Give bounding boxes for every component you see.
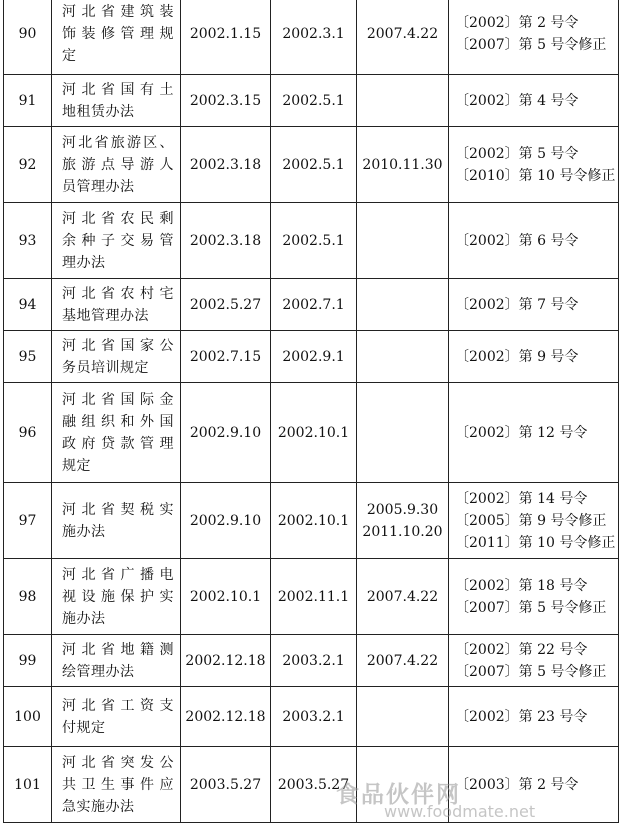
order-reference: 〔2002〕第 18 号令 xyxy=(455,577,588,594)
issue-date: 2002.7.15 xyxy=(181,331,271,383)
regulation-name xyxy=(52,75,181,127)
effective-date: 2003.2.1 xyxy=(271,687,357,747)
watermark-url: www.foodmate.net xyxy=(384,802,536,821)
amendment-dates xyxy=(357,203,449,279)
regulation-number: 90 xyxy=(4,0,52,75)
regulation-name-line: 地租赁办法 xyxy=(62,103,135,120)
regulation-number: 91 xyxy=(4,75,52,127)
table-row xyxy=(4,687,619,747)
issue-date: 2002.3.18 xyxy=(181,203,271,279)
table-row xyxy=(4,75,619,127)
order-reference: 〔2005〕第 9 号令修正 xyxy=(455,512,607,529)
regulation-number: 92 xyxy=(4,127,52,203)
amendment-date: 2007.4.22 xyxy=(366,25,439,42)
amendment-date: 2007.4.22 xyxy=(366,652,439,669)
amendment-dates xyxy=(357,383,449,483)
issue-date: 2003.5.27 xyxy=(181,747,271,823)
table-row xyxy=(4,331,619,383)
amendment-dates xyxy=(357,331,449,383)
regulation-name-line: 务员培训规定 xyxy=(62,359,149,376)
issue-date: 2002.9.10 xyxy=(181,383,271,483)
regulation-name-line: 河北省建筑装 xyxy=(62,3,174,20)
effective-date: 2002.11.1 xyxy=(271,559,357,635)
table-row xyxy=(4,483,619,559)
issue-date: 2002.3.18 xyxy=(181,127,271,203)
order-reference: 〔2002〕第 23 号令 xyxy=(455,708,588,725)
regulation-name-line: 河北省农民剩 xyxy=(62,210,174,227)
order-reference: 〔2002〕第 9 号令 xyxy=(455,348,579,365)
issue-date: 2002.1.15 xyxy=(181,0,271,75)
amendment-date: 2005.9.30 xyxy=(366,501,439,518)
regulation-name-line: 政府贷款管理 xyxy=(62,435,174,452)
regulation-name xyxy=(52,383,181,483)
regulation-name-line: 河北省国际金 xyxy=(62,391,174,408)
amendment-dates xyxy=(357,559,449,635)
amendment-dates xyxy=(357,635,449,687)
order-references xyxy=(449,75,619,127)
order-reference: 〔2002〕第 6 号令 xyxy=(455,232,579,249)
regulation-name-line: 旅游点导游人 xyxy=(62,156,174,173)
order-reference: 〔2002〕第 2 号令 xyxy=(455,14,579,31)
order-reference: 〔2007〕第 5 号令修正 xyxy=(455,663,607,680)
amendment-dates xyxy=(357,483,449,559)
regulation-name-line: 共卫生事件应 xyxy=(62,776,174,793)
table-row xyxy=(4,127,619,203)
regulation-name-line: 视设施保护实 xyxy=(62,588,174,605)
table-row xyxy=(4,203,619,279)
effective-date: 2002.5.1 xyxy=(271,203,357,279)
effective-date: 2003.2.1 xyxy=(271,635,357,687)
effective-date: 2003.5.27 xyxy=(271,747,357,823)
table-row xyxy=(4,0,619,75)
amendment-date: 2010.11.30 xyxy=(362,156,443,173)
regulation-number: 99 xyxy=(4,635,52,687)
effective-date: 2002.10.1 xyxy=(271,483,357,559)
regulation-number: 101 xyxy=(4,747,52,823)
issue-date: 2002.9.10 xyxy=(181,483,271,559)
order-references xyxy=(449,483,619,559)
order-reference: 〔2002〕第 22 号令 xyxy=(455,641,588,658)
regulation-name-line: 河北省契税实 xyxy=(62,501,174,518)
regulation-name-line: 定 xyxy=(62,47,77,64)
regulation-name-line: 饰装修管理规 xyxy=(62,25,174,42)
amendment-dates xyxy=(357,747,449,823)
effective-date: 2002.3.1 xyxy=(271,0,357,75)
issue-date: 2002.12.18 xyxy=(181,635,271,687)
table-row xyxy=(4,747,619,823)
table-row xyxy=(4,383,619,483)
effective-date: 2002.5.1 xyxy=(271,127,357,203)
regulation-name xyxy=(52,687,181,747)
order-references xyxy=(449,203,619,279)
regulation-name xyxy=(52,279,181,331)
regulation-name-line: 基地管理办法 xyxy=(62,307,149,324)
order-reference: 〔2003〕第 2 号令 xyxy=(455,776,579,793)
effective-date: 2002.10.1 xyxy=(271,383,357,483)
regulation-name xyxy=(52,127,181,203)
regulation-name xyxy=(52,559,181,635)
regulation-name-line: 施办法 xyxy=(62,523,106,540)
amendment-dates xyxy=(357,0,449,75)
order-reference: 〔2007〕第 5 号令修正 xyxy=(455,599,607,616)
order-references xyxy=(449,383,619,483)
regulation-name-line: 员管理办法 xyxy=(62,178,135,195)
issue-date: 2002.10.1 xyxy=(181,559,271,635)
regulation-name-line: 河北省国有土 xyxy=(62,81,174,98)
order-reference: 〔2002〕第 5 号令 xyxy=(455,145,579,162)
regulation-name-line: 施办法 xyxy=(62,610,106,627)
regulation-name-line: 付规定 xyxy=(62,719,106,736)
order-references xyxy=(449,635,619,687)
issue-date: 2002.3.15 xyxy=(181,75,271,127)
regulation-name xyxy=(52,747,181,823)
regulation-name-line: 河北省旅游区、 xyxy=(62,134,174,151)
regulation-name-line: 河北省突发公 xyxy=(62,754,174,771)
effective-date: 2002.5.1 xyxy=(271,75,357,127)
regulation-number: 96 xyxy=(4,383,52,483)
order-reference: 〔2011〕第 10 号令修正 xyxy=(455,534,616,551)
regulation-name xyxy=(52,203,181,279)
order-reference: 〔2002〕第 7 号令 xyxy=(455,296,579,313)
order-reference: 〔2002〕第 14 号令 xyxy=(455,490,588,507)
order-references xyxy=(449,331,619,383)
regulation-name-line: 融组织和外国 xyxy=(62,413,174,430)
table-row xyxy=(4,559,619,635)
regulation-name-line: 河北省地籍测 xyxy=(62,641,174,658)
regulation-name-line: 河北省国家公 xyxy=(62,337,174,354)
order-references xyxy=(449,559,619,635)
order-references xyxy=(449,687,619,747)
table-row xyxy=(4,279,619,331)
regulation-name-line: 河北省工资支 xyxy=(62,697,174,714)
order-references xyxy=(449,747,619,823)
order-reference: 〔2010〕第 10 号令修正 xyxy=(455,167,616,184)
order-references xyxy=(449,127,619,203)
regulation-number: 93 xyxy=(4,203,52,279)
order-references xyxy=(449,279,619,331)
regulation-name-line: 河北省农村宅 xyxy=(62,285,174,302)
amendment-dates xyxy=(357,279,449,331)
amendment-dates xyxy=(357,127,449,203)
effective-date: 2002.9.1 xyxy=(271,331,357,383)
order-reference: 〔2002〕第 4 号令 xyxy=(455,92,579,109)
order-references xyxy=(449,0,619,75)
regulation-number: 95 xyxy=(4,331,52,383)
regulation-name xyxy=(52,0,181,75)
amendment-date: 2011.10.20 xyxy=(362,523,443,540)
regulation-name xyxy=(52,635,181,687)
order-reference: 〔2002〕第 12 号令 xyxy=(455,424,588,441)
table-row xyxy=(4,635,619,687)
regulation-name-line: 余种子交易管 xyxy=(62,232,174,249)
issue-date: 2002.5.27 xyxy=(181,279,271,331)
regulation-name xyxy=(52,483,181,559)
regulation-number: 100 xyxy=(4,687,52,747)
regulations-table xyxy=(3,0,619,823)
amendment-dates xyxy=(357,687,449,747)
regulations-table-body xyxy=(4,0,619,823)
amendment-date: 2007.4.22 xyxy=(366,588,439,605)
regulation-number: 97 xyxy=(4,483,52,559)
regulation-name-line: 理办法 xyxy=(62,254,106,271)
amendment-dates xyxy=(357,75,449,127)
regulation-name-line: 规定 xyxy=(62,457,91,474)
regulation-name-line: 急实施办法 xyxy=(62,798,135,815)
issue-date: 2002.12.18 xyxy=(181,687,271,747)
regulation-name-line: 绘管理办法 xyxy=(62,663,135,680)
regulation-number: 98 xyxy=(4,559,52,635)
regulation-number: 94 xyxy=(4,279,52,331)
order-reference: 〔2007〕第 5 号令修正 xyxy=(455,36,607,53)
effective-date: 2002.7.1 xyxy=(271,279,357,331)
watermark-text: 食品伙伴网 xyxy=(336,782,461,808)
regulation-name xyxy=(52,331,181,383)
regulation-name-line: 河北省广播电 xyxy=(62,566,174,583)
